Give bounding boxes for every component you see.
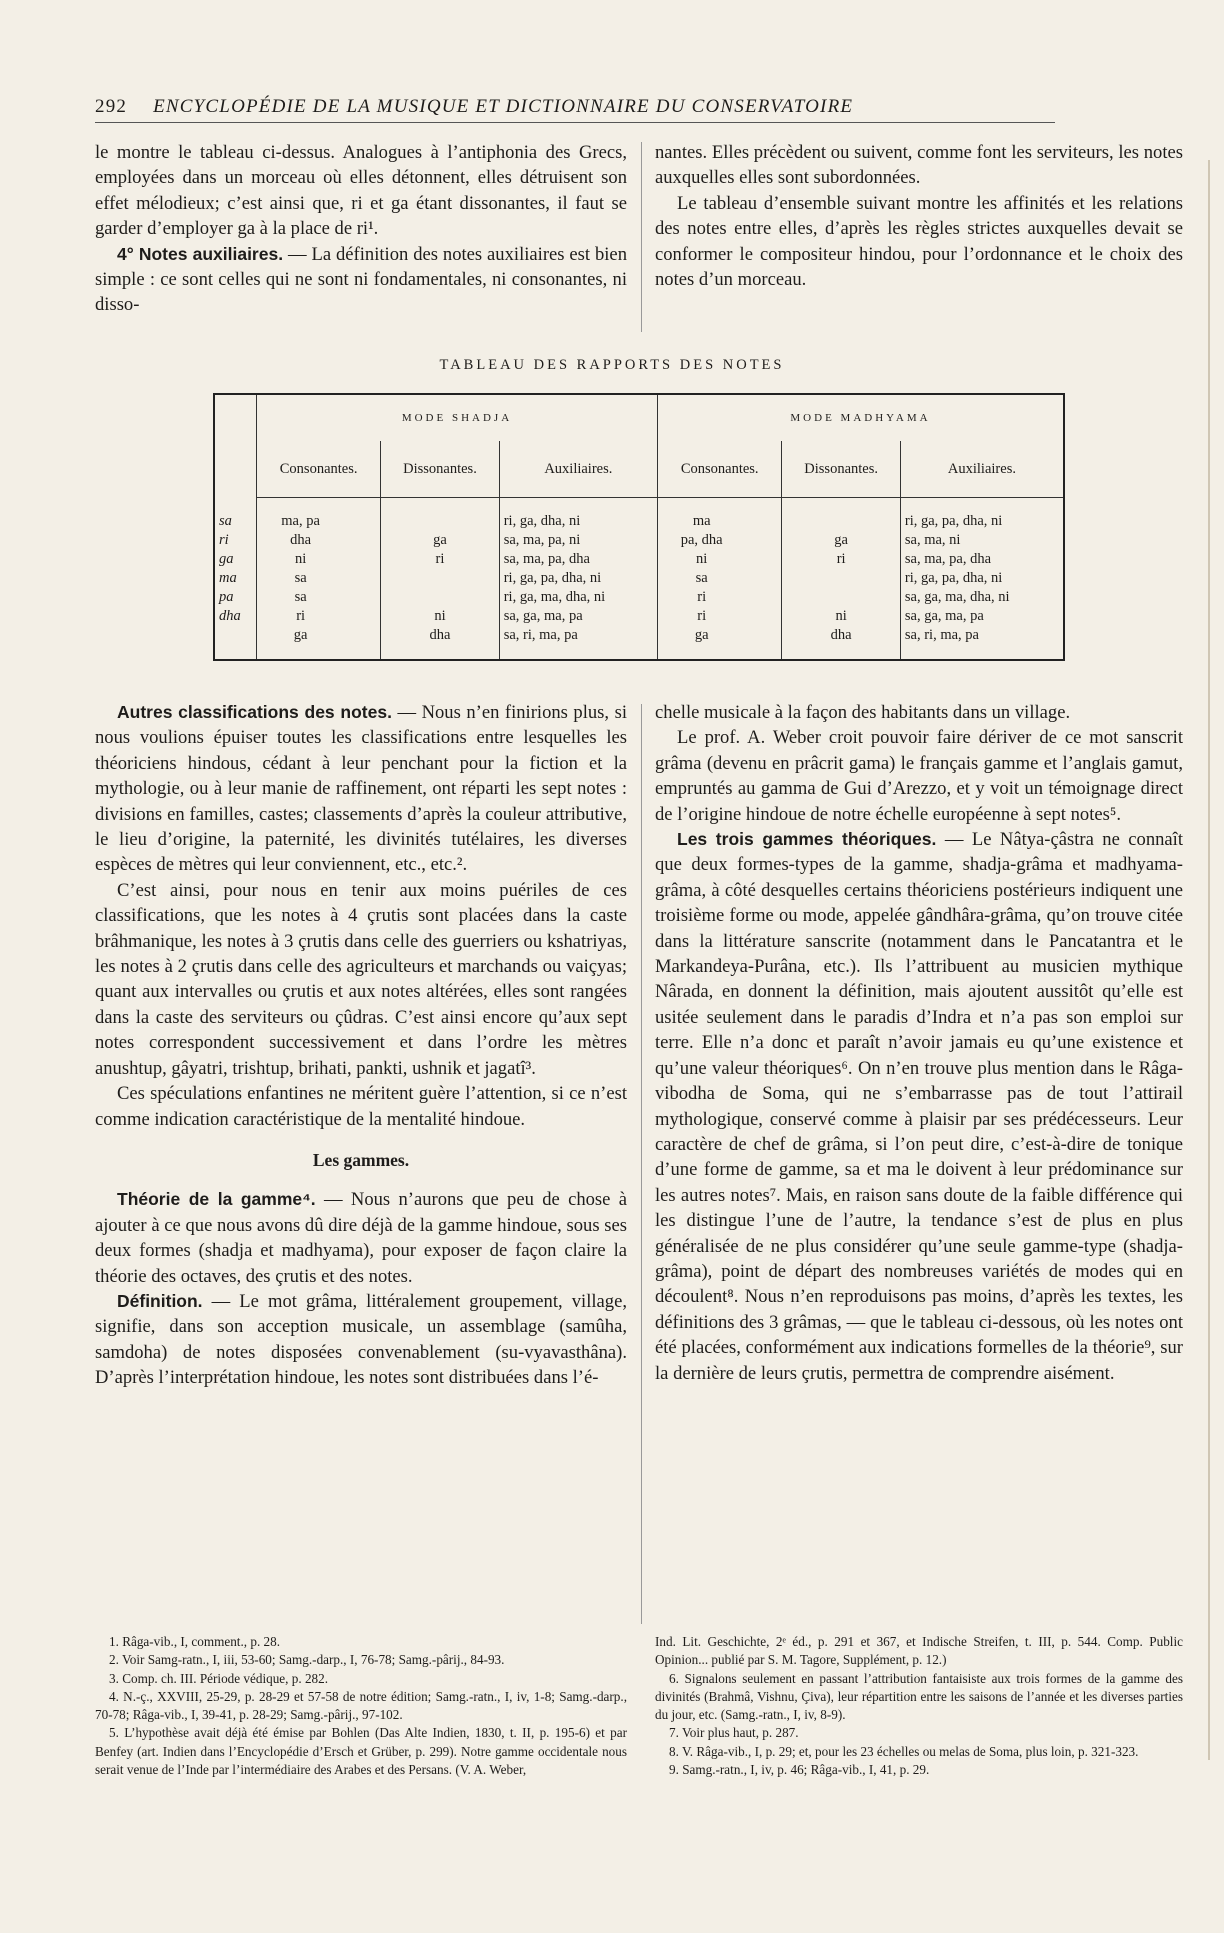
notes-relations-table — [213, 393, 1065, 661]
table-row: ma sa ri, ga, pa, dha, ni sa ri, ga, pa, dha, ni — [214, 569, 1064, 588]
run-in-heading: Autres classifications des notes. — [117, 702, 392, 722]
paragraph: le montre le tableau ci-dessus. Analogues à l’antiphonia des Grecs, employées dans un morceau où elles détonnent, elles détruisent son effet mélodieux; c’est ainsi que, ri et ga étant dissonantes, il faut se garder d’employer ga à la place de ri¹. — [95, 142, 627, 240]
footnotes-left — [95, 1633, 627, 1779]
top-right-column — [655, 140, 1183, 292]
table-row: ri dha ga sa, ma, pa, ni pa, dha ga sa, ma, ni — [214, 531, 1064, 550]
footnote: 2. Voir Samg-ratn., I, iii, 53-60; Samg.-darp., I, 76-78; Samg.-pârij., 84-93. — [109, 1652, 505, 1668]
column-header: Consonantes. — [657, 441, 781, 498]
paragraph: C’est ainsi, pour nous en tenir aux moins puériles de ces classifications, que les notes à 4 çrutis sont placées dans la caste brâhmanique, les notes à 3 çrutis dans celle des guerriers ou kshatriyas, les notes à 2 çrutis dans celle des agriculteurs et marchands ou vaiçyas; quant aux intervalles ou çrutis et aux notes altérées, elles sont rangées dans la caste des serviteurs ou çûdras. C’est ainsi encore qu’aux sept notes correspondent successivement et dans l’ordre les mètres anushtup, gâyatri, trishtup, brihati, pankti, ushnik et jagatî³. — [95, 879, 627, 1079]
paragraph: Théorie de la gamme⁴. — Nous n’aurons que peu de chose à ajouter à ce que nous avons dû dire déjà de la gamme hindoue, sous ses deux formes (shadja et madhyama), pour exposer de façon claire la théorie des octaves, des çrutis et des notes. — [95, 1189, 627, 1287]
footnote: Ind. Lit. Geschichte, 2ᵉ éd., p. 291 et 367, et Indische Streifen, t. III, p. 544. Comp. Public Opinion... publié par S. M. Tagore, Supplément, p. 12.) — [655, 1634, 1183, 1668]
run-in-heading: Définition. — [117, 1290, 203, 1311]
footnote: 5. L’hypothèse avait déjà été émise par Bohlen (Das Alte Indien, 1830, t. II, p. 195-6) et par Benfey (art. Indien dans l’Encyclopédie d’Ersch et Grüber, p. 299). Notre gamme occidentale nous serait venue de l’Inde par l’intermédiaire des Arabes et des Persans. (V. A. Weber, — [95, 1725, 627, 1778]
table-row: ga dha sa, ri, ma, pa ga dha sa, ri, ma, pa — [214, 626, 1064, 660]
paragraph: nantes. Elles précèdent ou suivent, comme font les serviteurs, les notes auxquelles elles sont subordonnées. — [655, 142, 1183, 189]
paragraph: 4° Notes auxiliaires. — La définition des notes auxiliaires est bien simple : ce sont celles qui ne sont ni fondamentales, ni consonantes, ni disso- — [95, 243, 627, 316]
footnote: 9. Samg.-ratn., I, iv, p. 46; Râga-vib., I, 41, p. 29. — [669, 1762, 930, 1778]
footnotes-right — [655, 1633, 1183, 1779]
footnote: 3. Comp. ch. III. Période védique, p. 282. — [109, 1670, 329, 1686]
column-header: Auxiliaires. — [499, 441, 657, 498]
paragraph: Autres classifications des notes. — Nous n’en finirions plus, si nous voulions épuiser toutes les classifications entre lesquelles les théoriciens hindous, cédant à leur penchant pour la fiction et la mythologie, ou à leur manie de raffinement, ont réparti les sept notes : divisions en familles, castes; classements d’après la couleur attributive, le lieu d’origine, la paternité, les divinités tutélaires, les diverses espèces de mètres qui leur conviennent, etc., etc.². — [95, 702, 627, 876]
column-divider — [641, 704, 642, 1624]
paragraph: Ces spéculations enfantines ne méritent guère l’attention, si ce n’est comme indication caractéristique de la mentalité hindoue. — [95, 1083, 627, 1130]
mode-header: MODE MADHYAMA — [657, 394, 1064, 441]
column-divider — [641, 142, 642, 332]
paragraph: Le tableau d’ensemble suivant montre les affinités et les relations des notes entre elles, d’après les règles strictes auxquelles devait se conformer le compositeur hindou, pour l’ordonnance et le choix des notes d’un morceau. — [655, 192, 1183, 291]
footnote: 7. Voir plus haut, p. 287. — [669, 1725, 799, 1741]
column-header: Dissonantes. — [782, 441, 900, 498]
table-row: pa sa ri, ga, ma, dha, ni ri sa, ga, ma, dha, ni — [214, 588, 1064, 607]
running-header — [95, 96, 1055, 118]
footnote: 1. Râga-vib., I, comment., p. 28. — [109, 1634, 281, 1649]
paragraph: Les trois gammes théoriques. — Le Nâtya-çâstra ne connaît que deux formes-types de la gamme, shadja-grâma et madhyama-grâma, à côté desquelles certains théoriciens postérieurs indiquent une troisième forme ou mode, appelée gândhâra-grâma, qu’on trouve citée dans la littérature sanscrite (notamment dans le Pancatantra et le Markandeya-Purâna, etc.). Ils l’attribuent au musicien mythique Nârada, en donnent la définition, mais ajoutent aussitôt qu’elle est usitée seulement dans le paradis d’Indra et n’a pas son emploi sur terre. Elle n’a donc et paraît n’avoir jamais eu qu’une existence et qu’une valeur théoriques⁶. On n’en trouve plus mention dans le Râga-vibodha de Soma, qui ne s’embarrasse pas de tout l’attirail mythologique, conservé comme à plaisir par ses prédécesseurs. Leur caractère de chef de grâma, si l’on peut dire, c’est-à-dire de tonique d’une forme de gamme, sa et ma le doivent à leur prédominance sur les autres notes⁷. Mais, en raison sans doute de la faible différence qui les distingue l’une de l’autre, la tendance s’est de plus en plus généralisée de ne plus considérer qu’une seule gamme-type (shadja-grâma), point de départ des nombreuses variétés de modes qui en découlent⁸. Nous n’en reproduisons pas moins, d’après les textes, les définitions des 3 grâmas, — que le tableau ci-dessous, où les notes ont été placées, conformément aux indications formelles de la théorie⁹, sur la dernière de leurs çrutis, permettra de comprendre aisément. — [655, 829, 1183, 1384]
column-header: Auxiliaires. — [900, 441, 1064, 498]
page-number: 292 — [95, 96, 128, 117]
footnote: 4. N.-ç., XXVIII, 25-29, p. 28-29 et 57-58 de notre édition; Samg.-ratn., I, iv, 1-8; Samg.-darp., 70-78; Râga-vib., I, 39-41, p. 28-29; Samg.-pârij., 97-102. — [95, 1688, 627, 1723]
paragraph: Définition. — Le mot grâma, littéralement groupement, village, signifie, dans son acception musicale, un assemblage (samûha, samdoha) de notes disposées convenablement (su-vyavasthâna). D’après l’interprétation hindoue, les notes sont distribuées dans l’é- — [95, 1290, 627, 1389]
top-left-column — [95, 140, 627, 318]
table-corner — [214, 394, 257, 498]
section-heading: Les gammes. — [312, 1149, 410, 1170]
run-in-heading: Les trois gammes théoriques. — [677, 829, 937, 850]
run-in-heading: Théorie de la gamme⁴. — [117, 1189, 316, 1210]
page-edge — [1208, 160, 1210, 1760]
mode-header: MODE SHADJA — [257, 394, 658, 441]
table-title: TABLEAU DES RAPPORTS DES NOTES — [439, 357, 785, 373]
left-column — [95, 700, 627, 1391]
column-header: Consonantes. — [257, 441, 381, 498]
table-row: sa ma, pa ri, ga, dha, ni ma ri, ga, pa, dha, ni — [214, 498, 1064, 532]
right-column — [655, 700, 1183, 1386]
paragraph: Le prof. A. Weber croit pouvoir faire dériver de ce mot sanscrit grâma (devenu en prâcrit gama) le français gamme et l’anglais gamut, empruntés au gamma de Gui d’Arezzo, et y voit un témoignage direct de l’origine hindoue de notre échelle européenne à sept notes⁵. — [655, 727, 1183, 825]
footnote: 8. V. Râga-vib., I, p. 29; et, pour les 23 échelles ou melas de Soma, plus loin, p. 321-323. — [669, 1743, 1139, 1759]
footnote: 6. Signalons seulement en passant l’attribution fantaisiste aux trois formes de la gamme des divinités (Brahmâ, Vishnu, Çiva), leur répartition entre les saisons de l’année et les diverses parties du jour, etc. (Samg.-ratn., I, iv, 8-9). — [655, 1670, 1183, 1723]
table-row: dha ri ni sa, ga, ma, pa ri ni sa, ga, ma, pa — [214, 607, 1064, 626]
running-title: ENCYCLOPÉDIE DE LA MUSIQUE ET DICTIONNAIRE DU CONSERVATOIRE — [153, 96, 854, 117]
header-rule — [95, 122, 1055, 123]
run-in-heading: 4° Notes auxiliaires. — [117, 243, 284, 264]
column-header: Dissonantes. — [381, 441, 499, 498]
paragraph: chelle musicale à la façon des habitants dans un village. — [655, 702, 1071, 723]
table-row: ga ni ri sa, ma, pa, dha ni ri sa, ma, pa, dha — [214, 550, 1064, 569]
